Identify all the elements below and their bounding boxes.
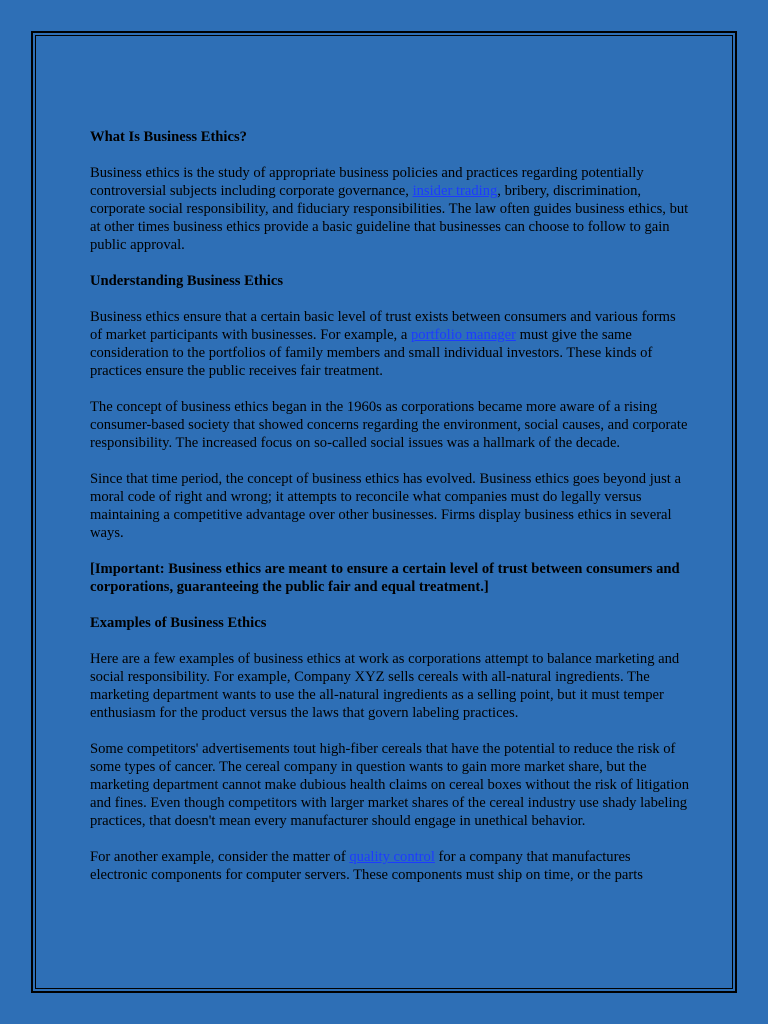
heading-what-is-business-ethics: What Is Business Ethics? xyxy=(90,129,247,145)
paragraph-definition xyxy=(90,164,690,254)
paragraph-text: for a company that manufactures electronic components for computer servers. These components must ship on time, or the parts xyxy=(90,849,643,883)
link-quality-control[interactable]: quality control xyxy=(349,849,435,865)
document-body xyxy=(90,128,690,902)
heading-examples-of-business-ethics: Examples of Business Ethics xyxy=(90,615,267,631)
paragraph-example-cereal: Here are a few examples of business ethics at work as corporations attempt to balance marketing and social responsibility. For example, Company XYZ sells cereals with all-natural ingredients. The marketing department wants to use the all-natural ingredients as a selling point, but it must temper enthusiasm for the product versus the laws that govern labeling practices. xyxy=(90,651,680,721)
paragraph-history: The concept of business ethics began in the 1960s as corporations became more aware of a rising consumer-based society that showed concerns regarding the environment, social causes, and corporate responsibility. The increased focus on so-called social issues was a hallmark of the decade. xyxy=(90,399,688,451)
link-portfolio-manager[interactable]: portfolio manager xyxy=(410,327,516,343)
paragraph-competitors: Some competitors' advertisements tout high-fiber cereals that have the potential to reduce the risk of some types of cancer. The cereal company in question wants to gain more market share, but the marketing department cannot make dubious health claims on cereal boxes without the risk of litigation and fines. Even though competitors with larger market shares of the cereal industry use shady labeling practices, that doesn't mean every manufacturer should engage in unethical behavior. xyxy=(90,741,689,829)
paragraph-text: must give the same consideration to the portfolios of family members and small individual investors. These kinds of practices ensure the public receives fair treatment. xyxy=(90,327,653,379)
paragraph-text: Business ethics ensure that a certain basic level of trust exists between consumers and various forms of market participants with businesses. For example, a xyxy=(90,309,676,343)
link-insider-trading[interactable]: insider trading xyxy=(412,183,498,199)
heading-understanding-business-ethics: Understanding Business Ethics xyxy=(90,273,284,289)
paragraph-text: , bribery, discrimination, corporate social responsibility, and fiduciary responsibilities. The law often guides business ethics, but at other times business ethics provide a basic guideline that businesses can choose to follow to gain public approval. xyxy=(90,183,689,253)
paragraph-text: Business ethics is the study of appropriate business policies and practices regarding potentially controversial subjects including corporate governance, xyxy=(90,165,644,199)
paragraph-trust xyxy=(90,308,690,380)
important-callout: [Important: Business ethics are meant to ensure a certain level of trust between consumers and corporations, guaranteeing the public fair and equal treatment.] xyxy=(90,561,680,595)
paragraph-text: For another example, consider the matter of xyxy=(90,849,350,865)
paragraph-evolution: Since that time period, the concept of business ethics has evolved. Business ethics goes beyond just a moral code of right and wrong; it attempts to reconcile what companies must do legally versus maintaining a competitive advantage over other businesses. Firms display business ethics in several ways. xyxy=(90,471,681,541)
paragraph-quality-control xyxy=(90,848,690,884)
